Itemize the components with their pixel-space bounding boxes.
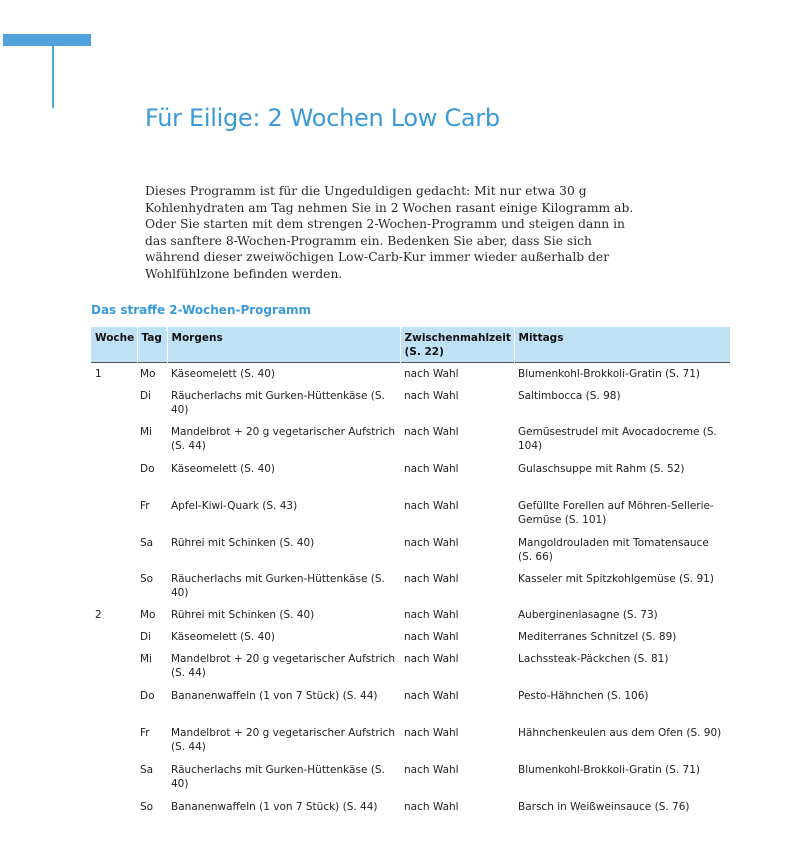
cell-tag: Di: [140, 390, 152, 402]
table-row: [91, 648, 730, 685]
header-zwischenmahlzeit: Zwischenmahlzeit (S. 22): [400, 327, 514, 363]
corner-accent-horizontal: [3, 34, 91, 46]
table-row: [91, 421, 730, 458]
cell-morgens: Rührei mit Schinken (S. 40): [171, 537, 315, 549]
cell-mittags: Hähnchenkeulen aus dem Ofen (S. 90): [518, 727, 722, 739]
cell-zwischenmahlzeit: nach Wahl: [404, 764, 459, 776]
cell-zwischenmahlzeit: nach Wahl: [404, 727, 459, 739]
table-row: [91, 626, 730, 648]
cell-tag: So: [140, 801, 154, 813]
cell-zwischenmahlzeit: nach Wahl: [404, 609, 459, 621]
cell-woche: [91, 495, 137, 532]
table-row: [91, 796, 730, 818]
header-tag: Tag: [137, 327, 167, 363]
cell-morgens: Rührei mit Schinken (S. 40): [171, 609, 315, 621]
cell-morgens: Mandelbrot + 20 g vegetarischer Aufstrich (S. 44): [171, 653, 396, 679]
cell-tag: So: [140, 573, 154, 585]
cell-zwischenmahlzeit: nach Wahl: [404, 426, 459, 438]
cell-woche: [91, 759, 137, 796]
cell-zwischenmahlzeit: nach Wahl: [404, 653, 459, 665]
table-row: [91, 685, 730, 722]
header-morgens: Morgens: [167, 327, 400, 363]
cell-tag: Sa: [140, 537, 154, 549]
table-row: [91, 363, 730, 386]
table-row: [91, 759, 730, 796]
cell-mittags: Saltimbocca (S. 98): [518, 390, 621, 402]
cell-woche: [91, 532, 137, 568]
cell-woche: [91, 796, 137, 818]
cell-zwischenmahlzeit: nach Wahl: [404, 390, 459, 402]
cell-tag: Do: [140, 463, 155, 475]
table-row: [91, 532, 730, 568]
table-row: [91, 458, 730, 495]
cell-woche: [91, 648, 137, 685]
cell-zwischenmahlzeit: nach Wahl: [404, 690, 459, 702]
cell-woche: [91, 568, 137, 604]
cell-morgens: Mandelbrot + 20 g vegetarischer Aufstrich (S. 44): [171, 727, 396, 753]
cell-tag: Mi: [140, 653, 152, 665]
table-row: [91, 604, 730, 626]
cell-morgens: Käseomelett (S. 40): [171, 463, 276, 475]
cell-morgens: Räucherlachs mit Gurken-Hüttenkäse (S. 40): [171, 390, 385, 416]
cell-mittags: Auberginenlasagne (S. 73): [518, 609, 658, 621]
cell-morgens: Mandelbrot + 20 g vegetarischer Aufstrich (S. 44): [171, 426, 396, 452]
cell-tag: Fr: [140, 500, 150, 512]
table-header-row: [91, 327, 730, 363]
cell-tag: Sa: [140, 764, 154, 776]
cell-zwischenmahlzeit: nach Wahl: [404, 463, 459, 475]
header-woche: Woche: [91, 327, 137, 363]
cell-woche: [91, 722, 137, 759]
page-title: Für Eilige: 2 Wochen Low Carb: [145, 104, 500, 132]
cell-morgens: Käseomelett (S. 40): [171, 631, 276, 643]
cell-mittags: Gefüllte Forellen auf Möhren-Sellerie-Gemüse (S. 101): [518, 500, 714, 526]
cell-tag: Fr: [140, 727, 150, 739]
meal-plan-table: [91, 327, 730, 818]
table-row: [91, 568, 730, 604]
cell-woche: [91, 626, 137, 648]
cell-morgens: Apfel-Kiwi-Quark (S. 43): [171, 500, 298, 512]
cell-mittags: Gemüsestrudel mit Avocadocreme (S. 104): [518, 426, 717, 452]
cell-zwischenmahlzeit: nach Wahl: [404, 500, 459, 512]
corner-accent-vertical: [52, 34, 54, 108]
cell-woche: [91, 421, 137, 458]
table-row: [91, 495, 730, 532]
cell-mittags: Kasseler mit Spitzkohlgemüse (S. 91): [518, 573, 714, 585]
cell-woche: 2: [95, 609, 102, 621]
cell-morgens: Käseomelett (S. 40): [167, 363, 400, 386]
cell-woche: [91, 385, 137, 421]
cell-zwischenmahlzeit: nach Wahl: [404, 801, 459, 813]
intro-paragraph: Dieses Programm ist für die Ungeduldigen gedacht: Mit nur etwa 30 g Kohlenhydraten am Tag nehmen Sie in 2 Wochen rasant einige Kilogramm ab. Oder Sie starten mit dem strengen 2-Wochen-Programm und steigen dann in das sanftere 8-Wochen-Programm ein. Bedenken Sie aber, dass Sie sich während dieser zweiwöchigen Low-Carb-Kur immer wieder außerhalb der Wohlfühlzone befinden werden.: [145, 184, 634, 281]
table-title: Das straffe 2-Wochen-Programm: [91, 303, 312, 317]
table-row: [91, 722, 730, 759]
cell-morgens: Räucherlachs mit Gurken-Hüttenkäse (S. 40): [171, 764, 385, 790]
cell-woche: [91, 685, 137, 722]
cell-morgens: Bananenwaffeln (1 von 7 Stück) (S. 44): [171, 690, 378, 702]
cell-mittags: Lachssteak-Päckchen (S. 81): [518, 653, 669, 665]
cell-zwischenmahlzeit: nach Wahl: [400, 363, 514, 386]
cell-tag: Di: [140, 631, 152, 643]
cell-zwischenmahlzeit: nach Wahl: [404, 537, 459, 549]
cell-tag: Mo: [140, 609, 156, 621]
cell-mittags: Pesto-Hähnchen (S. 106): [518, 690, 649, 702]
cell-tag: Mo: [137, 363, 167, 386]
cell-mittags: Gulaschsuppe mit Rahm (S. 52): [518, 463, 685, 475]
cell-mittags: Barsch in Weißweinsauce (S. 76): [518, 801, 690, 813]
cell-mittags: Mangoldrouladen mit Tomatensauce (S. 66): [518, 537, 709, 563]
table-row: [91, 385, 730, 421]
header-mittags: Mittags: [514, 327, 730, 363]
cell-mittags: Blumenkohl-Brokkoli-Gratin (S. 71): [518, 764, 700, 776]
cell-tag: Do: [140, 690, 155, 702]
cell-morgens: Bananenwaffeln (1 von 7 Stück) (S. 44): [171, 801, 378, 813]
cell-morgens: Räucherlachs mit Gurken-Hüttenkäse (S. 40): [171, 573, 385, 599]
cell-mittags: Mediterranes Schnitzel (S. 89): [518, 631, 677, 643]
cell-woche: 1: [91, 363, 137, 386]
cell-zwischenmahlzeit: nach Wahl: [404, 631, 459, 643]
cell-mittags: Blumenkohl-Brokkoli-Gratin (S. 71): [514, 363, 730, 386]
cell-zwischenmahlzeit: nach Wahl: [404, 573, 459, 585]
cell-tag: Mi: [140, 426, 152, 438]
cell-woche: [91, 458, 137, 495]
